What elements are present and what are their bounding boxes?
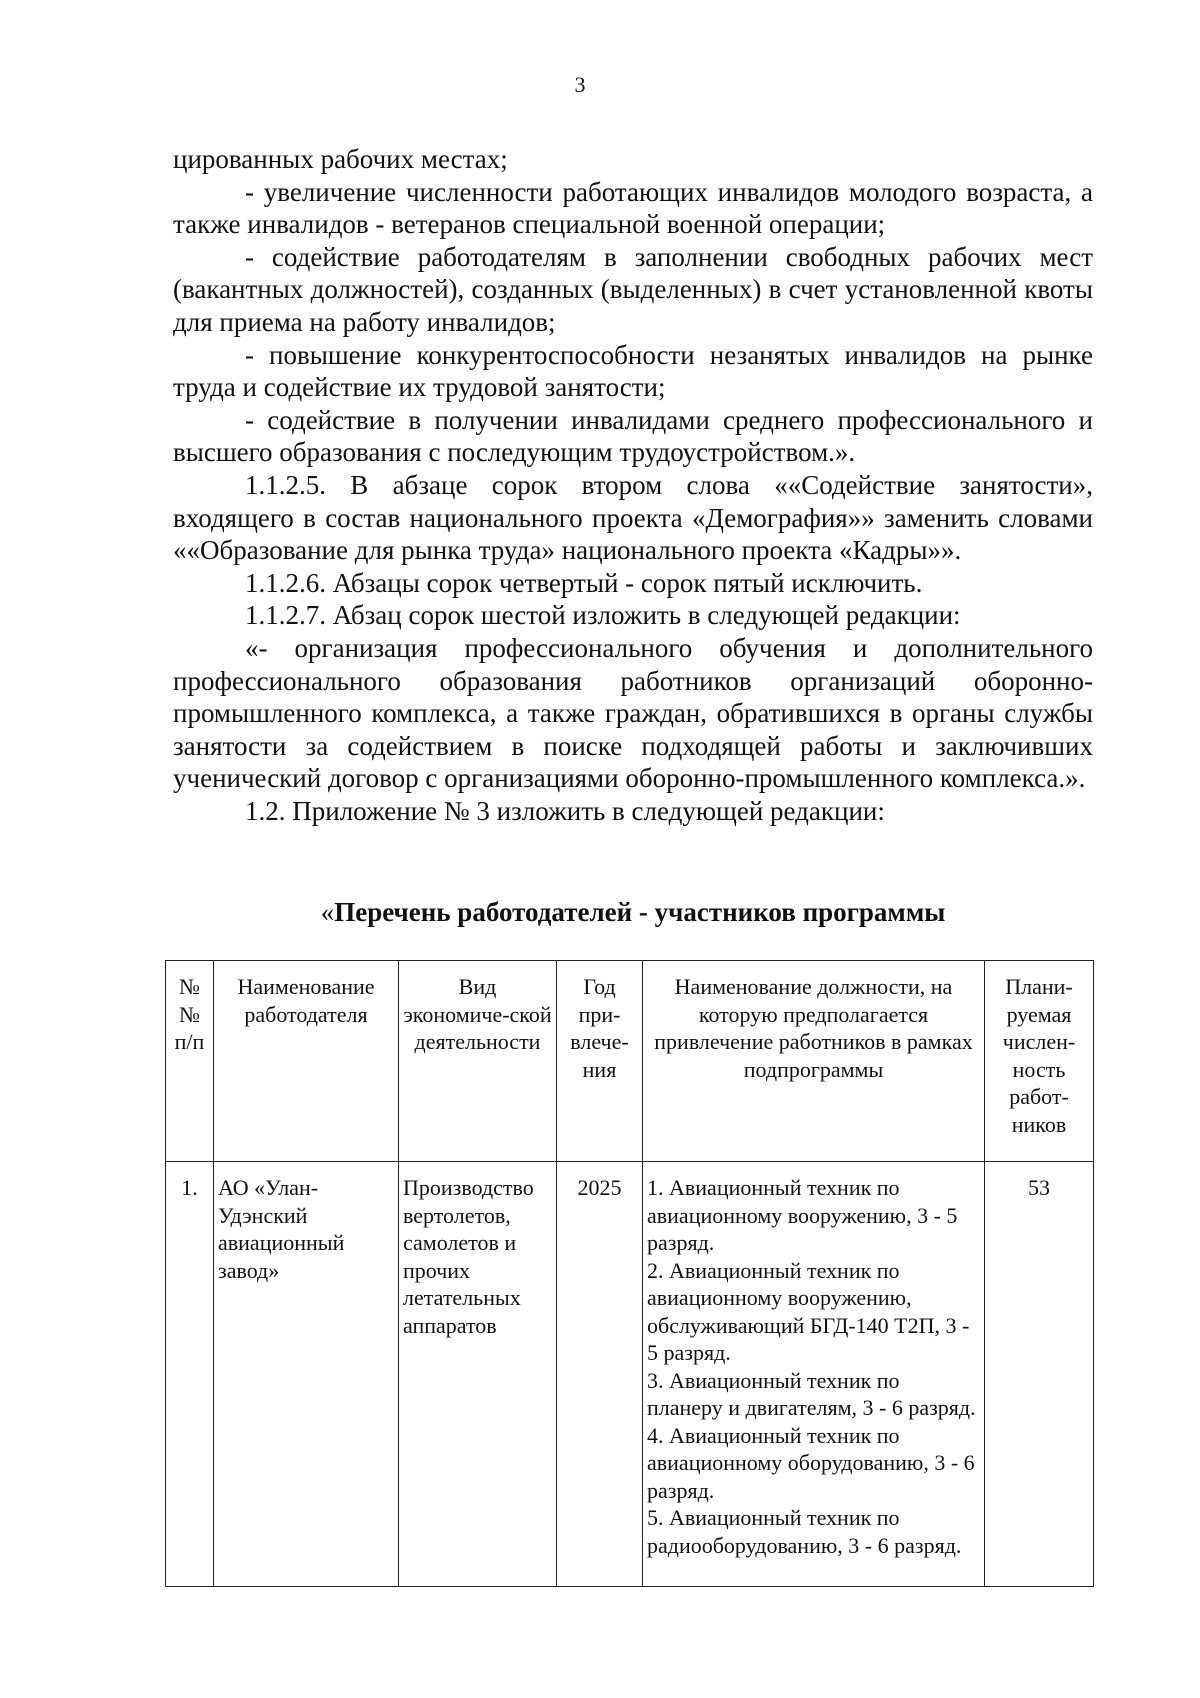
paragraph: 1.2. Приложение № 3 изложить в следующей редакции:	[245, 795, 885, 826]
table-row	[166, 1162, 1094, 1587]
cell-year: 2025	[557, 1162, 643, 1587]
table-header-row	[166, 961, 1094, 1162]
paragraph: - содействие работодателям в заполнении свободных рабочих мест (вакантных должностей), созданных (выделенных) в счет установленной квоты для приема на работу инвалидов;	[173, 241, 1093, 337]
cell-activity: Производство вертолетов, самолетов и прочих летательных аппаратов	[399, 1162, 557, 1587]
header-num: №№ п/п	[166, 961, 214, 1162]
paragraph: 1.1.2.7. Абзац сорок шестой изложить в следующей редакции:	[245, 600, 961, 631]
paragraph: 1.1.2.6. Абзацы сорок четвертый - сорок пятый исключить.	[245, 567, 923, 598]
cell-num: 1.	[166, 1162, 214, 1587]
paragraph: цированных рабочих местах;	[173, 144, 508, 174]
header-year: Год при-влече-ния	[557, 961, 643, 1162]
header-employer: Наименование работодателя	[214, 961, 399, 1162]
cell-positions	[643, 1162, 985, 1587]
cell-employer: АО «Улан-Удэнский авиационный завод»	[214, 1162, 399, 1587]
cell-planned: 53	[985, 1162, 1094, 1587]
header-activity: Вид экономиче-ской деятельности	[399, 961, 557, 1162]
paragraph: 1.1.2.5. В абзаце сорок втором слова ««Содействие занятости», входящего в состав национального проекта «Демография»» заменить словами ««Образование для рынка труда» национального проекта «Кадры»».	[173, 469, 1093, 566]
position-item: 3. Авиационный техник по планеру и двигателям, 3 - 6 разряд.	[647, 1367, 976, 1420]
page-number: 3	[574, 72, 586, 97]
position-item: 4. Авиационный техник по авиационному оборудованию, 3 - 6 разряд.	[647, 1422, 975, 1503]
table-title-quote: «	[320, 897, 335, 927]
header-planned: Плани-руемая числен-ность работ-ников	[985, 961, 1094, 1162]
table-title-text: Перечень работодателей - участников программы	[334, 897, 946, 927]
paragraph: - повышение конкурентоспособности незанятых инвалидов на рынке труда и содействие их трудовой занятости;	[173, 339, 1093, 403]
table-title	[173, 895, 1093, 929]
paragraph: - содействие в получении инвалидами среднего профессионального и высшего образования с последующим трудоустройством.».	[173, 404, 1093, 468]
position-item: 1. Авиационный техник по авиационному вооружению, 3 - 5 разряд.	[647, 1175, 958, 1255]
position-item: 2. Авиационный техник по авиационному вооружению, обслуживающий БГД-140 Т2П, 3 - 5 разряд.	[647, 1257, 970, 1365]
position-item: 5. Авиационный техник по радиооборудованию, 3 - 6 разряд.	[647, 1505, 962, 1558]
employers-table	[165, 960, 1094, 1587]
paragraph: - увеличение численности работающих инвалидов молодого возраста, а также инвалидов - ветеранов специальной военной операции;	[173, 176, 1093, 240]
header-position: Наименование должности, на которую предполагается привлечение работников в рамках подпрограммы	[643, 961, 985, 1162]
paragraph: «- организация профессионального обучения и дополнительного профессионального образования работников организаций оборонно-промышленного комплекса, а также граждан, обратившихся в органы службы занятости за содействием в поиске подходящей работы и заключивших ученический договор с организациями оборонно-промышленного комплекса.».	[173, 632, 1093, 794]
body-text	[173, 143, 1093, 827]
